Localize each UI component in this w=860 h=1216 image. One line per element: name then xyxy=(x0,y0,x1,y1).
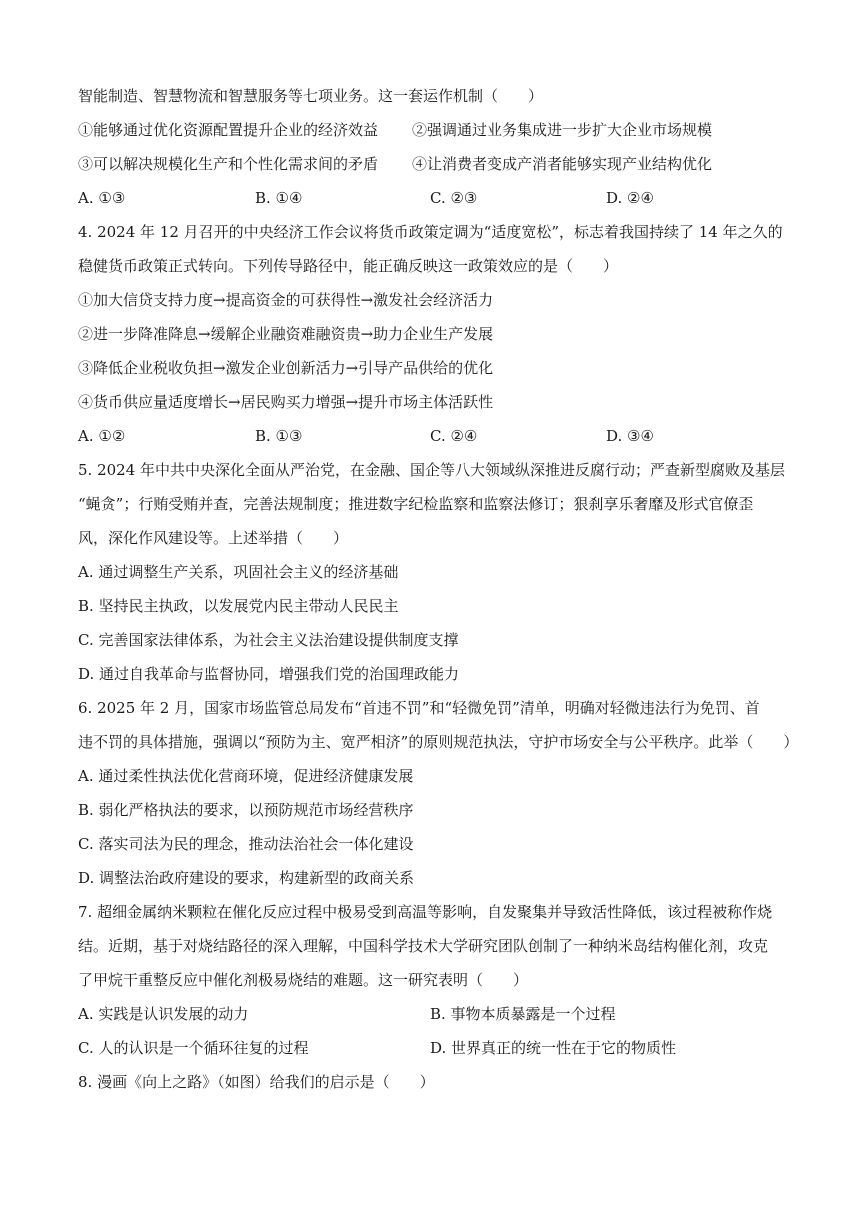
q4-option-b: B. ①③ xyxy=(255,427,303,445)
q3-item-1: ①能够通过优化资源配置提升企业的经济效益 xyxy=(78,121,379,139)
q5-option-a: A. 通过调整生产关系，巩固社会主义的经济基础 xyxy=(78,563,399,581)
q6-option-b: B. 弱化严格执法的要求，以预防规范市场经营秩序 xyxy=(78,801,414,819)
q3-stem-line: 智能制造、智慧物流和智慧服务等七项业务。这一套运作机制（ ） xyxy=(78,87,544,105)
q5-stem-line-2: “蝇贪”；行贿受贿并查，完善法规制度；推进数字纪检监察和监察法修订；狠刹享乐奢靡及形式官僚歪 xyxy=(78,495,754,513)
q3-option-c: C. ②③ xyxy=(430,189,478,207)
q5-option-d: D. 通过自我革命与监督协同，增强我们党的治国理政能力 xyxy=(78,665,460,683)
q5-option-c: C. 完善国家法律体系，为社会主义法治建设提供制度支撑 xyxy=(78,631,459,649)
q7-option-b: B. 事物本质暴露是一个过程 xyxy=(430,1005,616,1023)
q4-option-a: A. ①② xyxy=(78,427,126,445)
q3-option-d: D. ②④ xyxy=(606,189,654,207)
q3-item-2: ②强调通过业务集成进一步扩大企业市场规模 xyxy=(412,121,713,139)
q6-stem-line-2: 违不罚的具体措施，强调以“预防为主、宽严相济”的原则规范执法，守护市场安全与公平秩序。此举（ ） xyxy=(78,733,799,751)
q6-option-c: C. 落实司法为民的理念，推动法治社会一体化建设 xyxy=(78,835,414,853)
q4-option-c: C. ②④ xyxy=(430,427,478,445)
q6-option-a: A. 通过柔性执法优化营商环境，促进经济健康发展 xyxy=(78,767,414,785)
q5-stem-line-1: 5. 2024 年中共中央深化全面从严治党，在金融、国企等八大领域纵深推进反腐行动；严查新型腐败及基层 xyxy=(78,461,786,479)
q3-item-4: ④让消费者变成产消者能够实现产业结构优化 xyxy=(412,155,713,173)
q7-stem-line-1: 7. 超细金属纳米颗粒在催化反应过程中极易受到高温等影响，自发聚集并导致活性降低，该过程被称作烧 xyxy=(78,903,773,921)
q4-option-d: D. ③④ xyxy=(606,427,654,445)
q6-option-d: D. 调整法治政府建设的要求，构建新型的政商关系 xyxy=(78,869,415,887)
q4-stem-line-1: 4. 2024 年 12 月召开的中央经济工作会议将货币政策定调为“适度宽松”，标志着我国持续了 14 年之久的 xyxy=(78,223,783,241)
q3-option-a: A. ①③ xyxy=(78,189,126,207)
q6-stem-line-1: 6. 2025 年 2 月，国家市场监管总局发布“首违不罚”和“轻微免罚”清单，明确对轻微违法行为免罚、首 xyxy=(78,699,760,717)
q4-item-3: ③降低企业税收负担→激发企业创新活力→引导产品供给的优化 xyxy=(78,359,494,377)
q5-option-b: B. 坚持民主执政，以发展党内民主带动人民民主 xyxy=(78,597,399,615)
q4-item-4: ④货币供应量适度增长→居民购买力增强→提升市场主体活跃性 xyxy=(78,393,494,411)
q3-option-b: B. ①④ xyxy=(255,189,303,207)
q3-item-3: ③可以解决规模化生产和个性化需求间的矛盾 xyxy=(78,155,379,173)
q4-item-1: ①加大信贷支持力度→提高资金的可获得性→激发社会经济活力 xyxy=(78,291,494,309)
q7-option-a: A. 实践是认识发展的动力 xyxy=(78,1005,249,1023)
q5-stem-line-3: 风，深化作风建设等。上述举措（ ） xyxy=(78,529,349,547)
q7-stem-line-2: 结。近期，基于对烧结路径的深入理解，中国科学技术大学研究团队创制了一种纳米岛结构催化剂，攻克 xyxy=(78,937,769,955)
q4-item-2: ②进一步降准降息→缓解企业融资难融资贵→助力企业生产发展 xyxy=(78,325,494,343)
q7-option-c: C. 人的认识是一个循环往复的过程 xyxy=(78,1039,309,1057)
q4-stem-line-2: 稳健货币政策正式转向。下列传导路径中，能正确反映这一政策效应的是（ ） xyxy=(78,257,619,275)
q7-stem-line-3: 了甲烷干重整反应中催化剂极易烧结的难题。这一研究表明（ ） xyxy=(78,971,529,989)
q7-option-d: D. 世界真正的统一性在于它的物质性 xyxy=(430,1039,677,1057)
q8-stem-line-1: 8. 漫画《向上之路》（如图）给我们的启示是（ ） xyxy=(78,1073,435,1091)
